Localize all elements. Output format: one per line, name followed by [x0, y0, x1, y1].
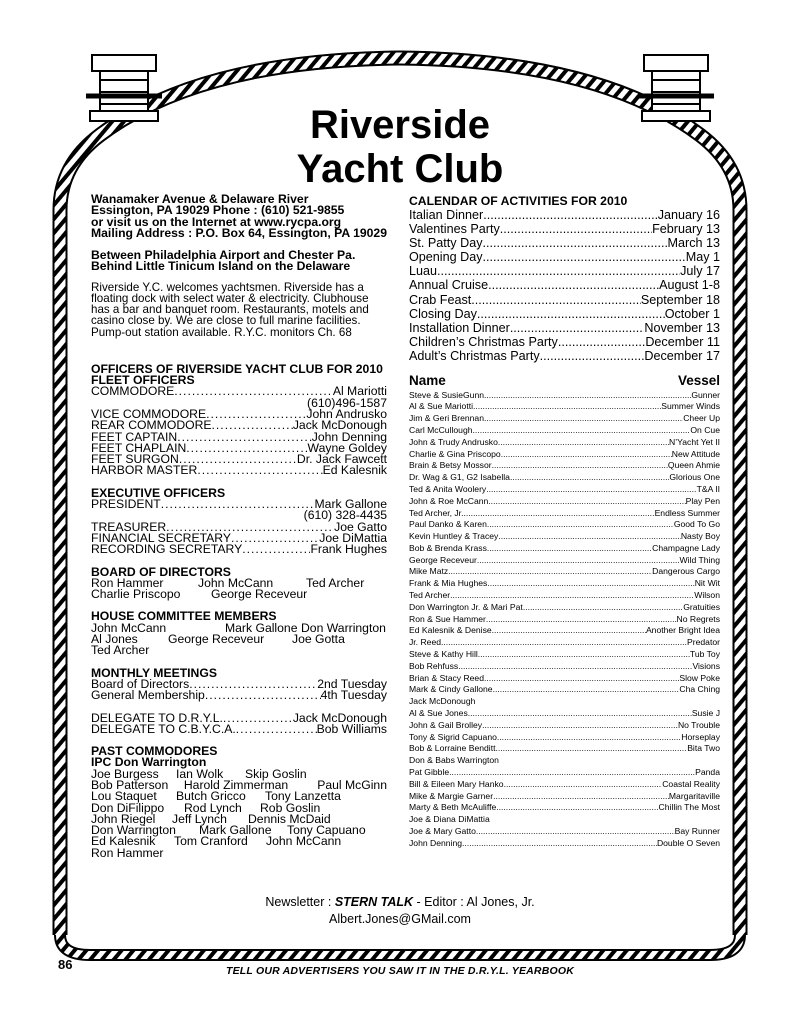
- board-heading: BOARD OF DIRECTORS: [91, 564, 231, 579]
- calendar-row: [409, 264, 720, 278]
- calendar-date: August 1-8: [659, 278, 720, 293]
- club-title-line1: Riverside: [309, 103, 491, 147]
- calendar-row: [409, 222, 720, 236]
- calendar-row: [409, 208, 720, 222]
- member-name: Mike Matz: [409, 566, 449, 577]
- member-row: [409, 472, 720, 484]
- member-name: Brian & Stacy Reed: [409, 672, 484, 683]
- member-row: [409, 566, 720, 578]
- calendar-date: September 18: [640, 292, 720, 307]
- member-row: [409, 838, 720, 850]
- member-name: Mark & Cindy Gallone: [409, 684, 493, 695]
- member-name: Steve & Kathy Hill: [409, 649, 478, 660]
- past-commodore: Ed Kalesnik: [91, 834, 156, 849]
- past-commodore: Jeff Lynch: [172, 811, 227, 826]
- member-name: Bill & Eileen Mary Hanko: [409, 778, 504, 789]
- member-row: [409, 802, 720, 814]
- member-name: Steve & SusieGunn: [409, 389, 485, 400]
- vessel-name: Endless Summer: [654, 507, 720, 518]
- committee-member: Mark Gallone: [225, 620, 298, 635]
- member-list: [409, 390, 720, 850]
- calendar-date: March 13: [667, 236, 720, 251]
- member-row: [409, 708, 720, 720]
- member-name: Jr. Reed: [409, 637, 442, 648]
- calendar-row: [409, 321, 720, 335]
- past-commodore: Lou Staquet: [91, 789, 157, 804]
- calendar-date: October 1: [664, 306, 720, 321]
- member-name: Kevin Huntley & Tracey: [409, 531, 499, 542]
- executive-officers-heading: EXECUTIVE OFFICERS: [91, 485, 226, 500]
- member-row: [409, 401, 720, 413]
- calendar-row: [409, 293, 720, 307]
- member-name: Ed Kalesnik & Denise: [409, 625, 492, 636]
- calendar-event: St. Patty Day: [409, 236, 483, 251]
- calendar-event: Adult’s Christmas Party: [409, 348, 540, 363]
- member-row: [409, 637, 720, 649]
- member-name: Dr. Wag & G1, G2 Isabella: [409, 472, 510, 483]
- member-row: [409, 590, 720, 602]
- calendar-event: Annual Cruise: [409, 278, 489, 293]
- calendar-date: May 1: [685, 250, 720, 265]
- member-row: [409, 602, 720, 614]
- committee-member: Al Jones: [91, 632, 138, 647]
- calendar-row: [409, 349, 720, 363]
- mailing-line: Mailing Address : P.O. Box 64, Essington, PA 19029: [91, 225, 387, 240]
- club-title-line2: Yacht Club: [296, 147, 504, 191]
- location-line: Behind Little Tinicum Island on the Delaware: [91, 259, 351, 274]
- member-row: [409, 743, 720, 755]
- member-row: [409, 508, 720, 520]
- member-row: [409, 625, 720, 637]
- member-row: [409, 661, 720, 673]
- address-line: Essington, PA 19029 Phone : (610) 521-9855: [91, 203, 345, 218]
- member-name: Ron & Sue Hammer: [409, 613, 486, 624]
- description-line: floating dock with select water & electricity. Clubhouse: [91, 291, 369, 305]
- meeting-row: [91, 690, 387, 701]
- member-name: Carl McCullough: [409, 424, 473, 435]
- board-member: George Receveur: [211, 587, 308, 602]
- member-name: Bob & Brenda Krass: [409, 542, 487, 553]
- member-name: Charlie & Gina Priscopo: [409, 448, 501, 459]
- board-member: Charlie Priscopo: [91, 587, 181, 602]
- member-name: John & Trudy Andrusko: [409, 436, 498, 447]
- member-row: [409, 413, 720, 425]
- delegate-value: Bob Williams: [316, 721, 387, 736]
- member-name: Ted & Anita Woolery: [409, 483, 487, 494]
- officer-row: [91, 465, 387, 476]
- vessel-name: Wilson: [694, 590, 720, 601]
- vessel-name: Susie J: [691, 708, 720, 719]
- member-name: Don Warrington Jr. & Mari Pat: [409, 601, 523, 612]
- calendar-event: Opening Day: [409, 250, 483, 265]
- member-name: John & Roe McCann: [409, 495, 489, 506]
- description-line: Riverside Y.C. welcomes yachtsmen. Riverside has a: [91, 280, 364, 294]
- officer-role: PRESIDENT: [91, 497, 161, 512]
- member-row: [409, 449, 720, 461]
- past-commodore: Don DiFilippo: [91, 800, 165, 815]
- meeting-label: Board of Directors: [91, 676, 190, 691]
- officer-phone: (610) 328-4435: [303, 508, 387, 523]
- vessel-name: Wild Thing: [679, 554, 720, 565]
- past-commodore: Bob Patterson: [91, 778, 169, 792]
- calendar-date: December 11: [645, 334, 720, 349]
- vessel-name: Horseplay: [681, 731, 720, 742]
- house-committee-heading: HOUSE COMMITTEE MEMBERS: [91, 609, 277, 624]
- vessel-name: No Regrets: [676, 613, 720, 624]
- newsletter-line: [200, 894, 600, 911]
- member-row: [409, 826, 720, 838]
- calendar-date: January 16: [657, 208, 720, 222]
- member-row: [409, 543, 720, 555]
- vessel-name: Margaritaville: [668, 790, 720, 801]
- right-column: [409, 194, 720, 850]
- past-commodore: Ian Wolk: [176, 766, 224, 781]
- officer-role: COMMODORE: [91, 384, 175, 399]
- calendar-heading: CALENDAR OF ACTIVITIES FOR 2010: [409, 194, 628, 208]
- vessel-name: Queen Ahmie: [667, 460, 720, 471]
- vessel-name: Coastal Reality: [662, 778, 720, 789]
- description-line: has a bar and banquet room. Restaurants, motels and: [91, 303, 369, 317]
- calendar-event: Valentines Party: [409, 222, 500, 237]
- past-commodore: Ron Hammer: [91, 845, 164, 860]
- officer-name: Joe DiMattia: [319, 530, 387, 545]
- member-name: Don & Babs Warrington: [409, 755, 499, 766]
- member-row: [409, 519, 720, 531]
- newsletter-editor: - Editor : Al Jones, Jr.: [413, 895, 535, 909]
- description-line: Pump-out station available. R.Y.C. monitors Ch. 68: [91, 325, 352, 339]
- member-name: Jim & Geri Brennan: [409, 413, 484, 424]
- member-row: [409, 390, 720, 402]
- officer-name: Wayne Goldey: [307, 440, 387, 455]
- vessel-name: Glorious One: [669, 472, 720, 483]
- vessel-name: Visions: [692, 660, 720, 671]
- member-row: [409, 684, 720, 696]
- past-commodore: John McCann: [266, 834, 342, 849]
- member-name: George Receveur: [409, 554, 477, 565]
- past-commodores-heading: PAST COMMODORES: [91, 744, 218, 759]
- calendar-event: Italian Dinner: [409, 208, 484, 222]
- description-block: [91, 282, 387, 338]
- member-row: [409, 460, 720, 472]
- board-member: Ron Hammer: [91, 575, 164, 590]
- vessel-name: Cha Ching: [679, 684, 720, 695]
- vessel-name: N’Yacht Yet II: [669, 436, 720, 447]
- vessel-name: Another Bright Idea: [645, 625, 720, 636]
- officer-role: FEET CHAPLAIN: [91, 440, 187, 455]
- member-row: [409, 779, 720, 791]
- vessel-name: Bita Two: [687, 743, 720, 754]
- officer-role: FEET CAPTAIN: [91, 429, 178, 444]
- member-name: Joe & Mary Gatto: [409, 826, 476, 837]
- name-column-header: Name: [409, 373, 446, 389]
- website-line[interactable]: or visit us on the Internet at www.rycpa.org: [91, 214, 342, 229]
- vessel-name: T&A II: [696, 483, 720, 494]
- delegate-value: Jack McDonough: [292, 710, 387, 725]
- vessel-name: On Cue: [690, 424, 720, 435]
- member-row: [409, 531, 720, 543]
- calendar-row: [409, 236, 720, 250]
- past-commodore: Joe Burgess: [91, 766, 159, 781]
- vessel-name: No Trouble: [677, 719, 720, 730]
- member-name: Marty & Beth McAuliffe: [409, 802, 497, 813]
- committee-member: George Receveur: [168, 632, 265, 647]
- newsletter-name: STERN TALK: [334, 895, 414, 909]
- vessel-name: Gunner: [691, 389, 720, 400]
- vessel-name: Nasty Boy: [680, 531, 720, 542]
- member-row: [409, 814, 720, 826]
- location-line: Between Philadelphia Airport and Chester Pa.: [91, 248, 356, 263]
- member-name: Pat Gibble: [409, 767, 450, 778]
- vessel-name: Nit Wit: [694, 578, 720, 589]
- officer-role: REAR COMMODORE: [91, 418, 212, 433]
- past-commodore: John Riegel: [91, 811, 156, 826]
- vessel-name: Summer Winds: [661, 401, 720, 412]
- board-member: Ted Archer: [306, 575, 365, 590]
- vessel-name: Champagne Lady: [652, 542, 720, 553]
- board-row: [91, 589, 387, 600]
- member-row: [409, 732, 720, 744]
- calendar-date: July 17: [680, 264, 720, 279]
- vessel-column-header: Vessel: [677, 373, 720, 389]
- officer-name: Joe Gatto: [334, 519, 387, 534]
- vessel-name: Gratuities: [683, 601, 720, 612]
- member-row: [409, 791, 720, 803]
- calendar-row: [409, 278, 720, 292]
- officer-role: HARBOR MASTER: [91, 463, 198, 478]
- vessel-name: Double O Seven: [656, 837, 720, 848]
- officer-role: TREASURER: [91, 519, 167, 534]
- calendar-row: [409, 250, 720, 264]
- newsletter-block: [200, 894, 600, 928]
- meeting-value: 2nd Tuesday: [317, 676, 387, 691]
- newsletter-email[interactable]: Albert.Jones@GMail.com: [329, 912, 471, 926]
- delegate-label: DELEGATE TO C.B.Y.C.A.: [91, 721, 236, 736]
- member-row: [409, 614, 720, 626]
- footer-text: TELL OUR ADVERTISERS YOU SAW IT IN THE D.R.Y.L. YEARBOOK: [225, 965, 575, 977]
- officer-row: [91, 544, 387, 555]
- member-name: John Denning: [409, 837, 463, 848]
- officer-name: John Denning: [311, 429, 387, 444]
- member-name: John & Gail Brolley: [409, 719, 483, 730]
- member-row: [409, 720, 720, 732]
- calendar-event: Crab Feast: [409, 292, 472, 307]
- member-name: Al & Sue Jones: [409, 708, 468, 719]
- vessel-name: Bay Runner: [674, 826, 720, 837]
- officers-heading: OFFICERS OF RIVERSIDE YACHT CLUB FOR 2010: [91, 361, 383, 376]
- officer-name: Jack McDonough: [292, 418, 387, 433]
- officer-name: Al Mariotti: [332, 384, 387, 399]
- delegate-row: [91, 721, 387, 736]
- past-commodore: Dennis McDaid: [248, 811, 331, 826]
- officer-role: VICE COMMODORE: [91, 406, 207, 421]
- board-member: John McCann: [198, 575, 274, 590]
- member-name: Bob & Lorraine Benditt: [409, 743, 496, 754]
- member-row: [409, 767, 720, 779]
- description-line: casino close by. We are close to full marine facilities.: [91, 314, 361, 328]
- member-name: Ted Archer: [409, 590, 451, 601]
- officer-name: Frank Hughes: [310, 542, 387, 557]
- member-row: [409, 578, 720, 590]
- officer-role: FINANCIAL SECRETARY: [91, 530, 231, 545]
- member-row: [409, 555, 720, 567]
- past-commodore: Tony Lanzetta: [265, 789, 341, 804]
- member-row: [409, 673, 720, 685]
- past-commodore: Mark Gallone: [199, 823, 272, 838]
- past-row: [91, 845, 387, 860]
- vessel-name: Chillin The Most: [658, 802, 720, 813]
- member-row: [409, 425, 720, 437]
- members-header: [409, 375, 720, 387]
- meetings-heading: MONTHLY MEETINGS: [91, 665, 217, 680]
- member-name: Jack McDonough: [409, 696, 476, 707]
- member-row: [409, 649, 720, 661]
- calendar-date: February 13: [652, 222, 720, 237]
- vessel-name: Good To Go: [673, 519, 720, 530]
- member-name: Tony & Sigrid Capuano: [409, 731, 497, 742]
- member-name: Frank & Mia Hughes: [409, 578, 488, 589]
- member-name: Brain & Betsy Mossor: [409, 460, 492, 471]
- officer-name: Dr. Jack Fawcett: [296, 452, 387, 467]
- member-name: Paul Danko & Karen: [409, 519, 487, 530]
- delegate-label: DELEGATE TO D.R.Y.L.: [91, 710, 223, 725]
- officer-name: John Andrusko: [306, 406, 387, 421]
- vessel-name: New Attitude: [671, 448, 720, 459]
- vessel-name: Panda: [695, 767, 720, 778]
- member-row: [409, 437, 720, 449]
- meeting-value: 4th Tuesday: [320, 688, 387, 703]
- past-commodore: Harold Zimmerman: [183, 778, 289, 792]
- committee-member: Don Warrington: [301, 620, 386, 635]
- house-row: [91, 645, 387, 656]
- vessel-name: Dangerous Cargo: [652, 566, 720, 577]
- officer-phone: (610)496-1587: [307, 395, 387, 410]
- vessel-name: Cheer Up: [683, 413, 720, 424]
- calendar-event: Luau: [409, 264, 438, 279]
- calendar-date: November 13: [644, 320, 720, 335]
- calendar-date: December 17: [644, 348, 720, 363]
- meeting-label: General Membership: [91, 688, 205, 703]
- member-name: Al & Sue Mariotti: [409, 401, 473, 412]
- past-commodore: Paul McGinn: [317, 778, 387, 792]
- past-commodore: Rob Goslin: [260, 800, 321, 815]
- calendar-list: [409, 208, 720, 363]
- committee-member: Joe Gotta: [292, 632, 345, 647]
- calendar-event: Installation Dinner: [409, 320, 510, 335]
- calendar-event: Children’s Christmas Party: [409, 334, 558, 349]
- vessel-name: Play Pen: [685, 495, 720, 506]
- member-row: [409, 755, 720, 767]
- ipc-line: IPC Don Warrington: [91, 755, 207, 770]
- past-commodore: Don Warrington: [91, 823, 176, 838]
- officer-name: Mark Gallone: [314, 497, 387, 512]
- calendar-row: [409, 307, 720, 321]
- past-commodore: Tony Capuano: [287, 823, 366, 838]
- past-commodore: Tom Cranford: [174, 834, 248, 849]
- past-commodore: Rod Lynch: [184, 800, 242, 815]
- committee-member: John McCann: [91, 620, 167, 635]
- committee-member: Ted Archer: [91, 643, 150, 658]
- past-commodore: Skip Goslin: [245, 766, 307, 781]
- calendar-event: Closing Day: [409, 306, 477, 321]
- member-row: [409, 696, 720, 708]
- officer-name: Ed Kalesnik: [322, 463, 387, 478]
- member-name: Ted Archer, Jr.: [409, 507, 464, 518]
- left-column: [91, 194, 387, 859]
- officer-role: RECORDING SECRETARY: [91, 542, 243, 557]
- page-number: 86: [58, 957, 73, 972]
- fleet-officers-heading: FLEET OFFICERS: [91, 373, 195, 388]
- member-name: Bob Rehfuss: [409, 660, 459, 671]
- member-name: Mike & Margie Garner: [409, 790, 494, 801]
- vessel-name: Tub Toy: [689, 649, 720, 660]
- vessel-name: Slow Poke: [679, 672, 720, 683]
- location-block: [91, 250, 387, 273]
- member-row: [409, 496, 720, 508]
- newsletter-prefix: Newsletter :: [265, 895, 335, 909]
- member-name: Joe & Diana DiMattia: [409, 814, 490, 825]
- calendar-row: [409, 335, 720, 349]
- vessel-name: Predator: [687, 637, 720, 648]
- address-line: Wanamaker Avenue & Delaware River: [91, 192, 309, 206]
- past-commodore: Butch Gricco: [176, 789, 246, 804]
- member-row: [409, 484, 720, 496]
- address-block: [91, 194, 387, 239]
- officer-role: FEET SURGON: [91, 452, 179, 467]
